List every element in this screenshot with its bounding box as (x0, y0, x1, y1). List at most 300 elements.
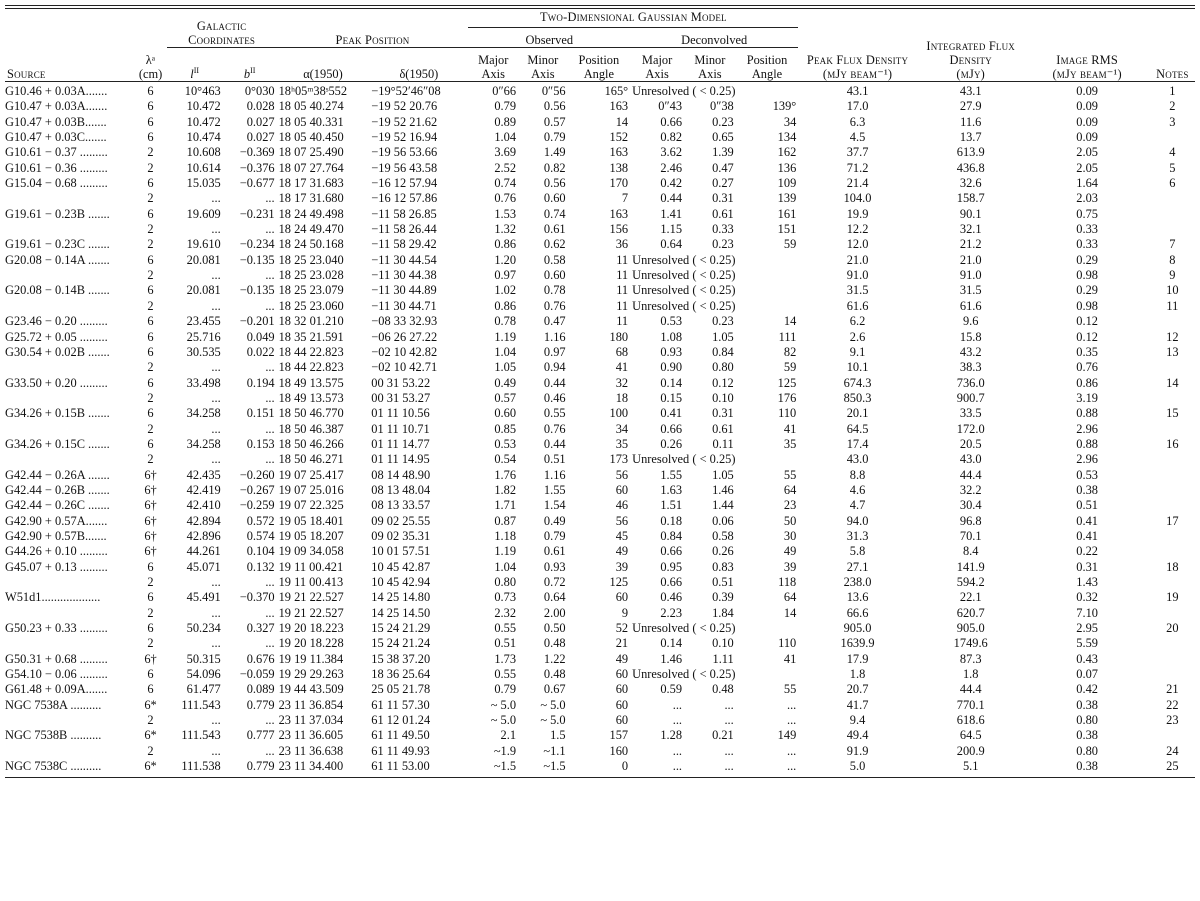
table-cell: 18 49 13.575 (278, 375, 344, 390)
table-cell: 1.04 (494, 559, 517, 574)
table-cell: 49.4 (846, 728, 869, 743)
table-cell: 12 (1166, 329, 1179, 344)
table-cell (1150, 529, 1195, 544)
table-cell (1150, 422, 1195, 437)
table-cell: 90.1 (959, 206, 982, 221)
table-cell: −06 26 27.22 (371, 329, 438, 344)
table-cell: 4.6 (849, 482, 866, 497)
table-row (5, 728, 1195, 743)
table-cell: ... (211, 605, 221, 620)
table-cell: 0.06 (712, 513, 734, 528)
table-row (5, 237, 1195, 252)
table-cell: 56 (615, 467, 629, 482)
table-cell: 0.50 (543, 621, 566, 636)
header-b: $b^{II}$ (243, 65, 256, 81)
table-cell: G10.47 + 0.03A....... (5, 99, 108, 114)
table-cell: 14 (1166, 375, 1179, 390)
table-cell: 18 (615, 390, 629, 405)
table-cell: 52 (615, 621, 629, 636)
table-cell: 0.80 (1076, 743, 1098, 758)
table-cell: 10.472 (186, 114, 221, 129)
table-row (5, 621, 1195, 636)
table-cell: 6* (144, 728, 157, 743)
table-cell: 96.8 (959, 513, 982, 528)
table-cell: 0.48 (543, 667, 566, 682)
table-cell: 2 (147, 605, 154, 620)
table-cell: 0.80 (712, 360, 734, 375)
header-peak-flux: Peak Flux Density (mJy beam⁻¹) (806, 53, 909, 81)
table-cell: −16 12 57.94 (371, 176, 438, 191)
table-cell: 18 36 25.64 (371, 667, 431, 682)
table-cell: 0.22 (1076, 544, 1098, 559)
table-cell: 1.20 (494, 252, 517, 267)
table-cell: 0.90 (660, 360, 683, 375)
table-cell: 0.61 (712, 421, 734, 436)
table-cell: 0.54 (494, 452, 517, 467)
table-cell: 0.44 (543, 375, 566, 390)
table-cell: 3 (1169, 114, 1176, 129)
table-cell: 34.258 (186, 406, 221, 421)
table-cell: 0.779 (246, 759, 275, 774)
table-cell: 2.1 (500, 728, 517, 743)
table-cell: 0.38 (1076, 728, 1098, 743)
table-cell: 45 (615, 528, 629, 543)
table-cell: 41 (783, 421, 797, 436)
table-row (5, 299, 1195, 314)
table-cell: 0.777 (246, 728, 275, 743)
table-cell: 0.38 (1076, 482, 1098, 497)
table-cell: ~1.5 (493, 759, 517, 774)
table-cell: 49 (783, 544, 797, 559)
table-cell: 0.15 (660, 390, 683, 405)
table-cell: 0.33 (712, 222, 734, 237)
table-cell: 25 05 21.78 (371, 682, 431, 697)
table-cell: 125 (777, 375, 797, 390)
table-cell: 7 (1169, 237, 1176, 252)
table-cell: 42.896 (186, 528, 221, 543)
table-cell: 0.44 (660, 191, 683, 206)
table-cell: 8.4 (962, 544, 979, 559)
table-cell: 6† (144, 482, 157, 497)
table-cell: 19 07 25.417 (278, 467, 344, 482)
table-cell: ... (265, 713, 275, 728)
table-cell: −0.267 (239, 482, 275, 497)
table-cell: 1.16 (543, 467, 566, 482)
table-cell: 0.09 (1076, 84, 1098, 98)
table-cell: 100 (609, 406, 629, 421)
table-cell: 0.42 (660, 176, 683, 191)
header-int-flux: Integrated Flux Density (mJy) (926, 39, 1016, 81)
table-cell: −11 30 44.71 (371, 298, 437, 313)
table-cell: 172.0 (956, 421, 985, 436)
table-cell: G34.26 + 0.15C ....... (5, 436, 110, 451)
table-cell: 0.79 (494, 682, 517, 697)
table-cell: 32.1 (959, 222, 982, 237)
table-cell: ... (265, 421, 275, 436)
header-dec-major: Major Axis (641, 53, 673, 81)
table-cell: 17.0 (846, 99, 869, 114)
table-cell: 1.19 (494, 544, 517, 559)
table-cell: 42.410 (186, 498, 221, 513)
table-cell: 33.498 (186, 375, 221, 390)
table-cell: 6 (147, 682, 154, 697)
table-cell: 23 11 36.638 (278, 743, 344, 758)
table-cell: 0.42 (1076, 682, 1098, 697)
header-obs-major: Major Axis (478, 53, 509, 81)
table-cell: 23 11 36.605 (278, 728, 344, 743)
table-cell: 18 44 22.823 (278, 360, 344, 375)
table-cell: ... (265, 636, 275, 651)
table-cell: 32 (615, 375, 629, 390)
table-cell: 43.0 (959, 452, 982, 467)
header-obs-pa: Position Angle (578, 53, 620, 81)
table-cell: 36 (615, 237, 629, 252)
table-cell: G54.10 − 0.06 ......... (5, 667, 108, 682)
table-cell: 32.2 (959, 482, 982, 497)
table-cell: 1 (1169, 84, 1176, 98)
table-cell: 10.474 (186, 130, 221, 145)
table-cell: 0.76 (494, 191, 517, 206)
table-cell: 0.09 (1076, 99, 1098, 114)
table-row (5, 667, 1195, 682)
table-cell: 134 (777, 130, 797, 145)
table-cell: 0.66 (660, 114, 683, 129)
table-cell: ... (265, 191, 275, 206)
table-cell: 0.194 (246, 375, 275, 390)
table-cell: 10 01 57.51 (371, 544, 431, 559)
table-cell: −16 12 57.86 (371, 191, 438, 206)
table-cell: 66.6 (846, 605, 869, 620)
table-cell: 6 (147, 436, 154, 451)
table-cell: 200.9 (956, 743, 985, 758)
table-cell: G42.44 − 0.26A ....... (5, 467, 110, 482)
table-cell: 0.574 (246, 528, 275, 543)
table-cell: 44.4 (959, 682, 982, 697)
table-cell: 10°463 (184, 84, 221, 98)
table-cell: 165° (604, 84, 629, 98)
table-cell: Unresolved ( < 0.25) (632, 621, 736, 636)
table-cell: 0.93 (660, 344, 683, 359)
table-cell: ... (265, 452, 275, 467)
table-cell: ... (211, 743, 221, 758)
table-cell: 176 (777, 390, 797, 405)
table-cell: 10.608 (186, 145, 221, 160)
table-cell: 0.78 (543, 283, 566, 298)
table-cell: 24 (1166, 743, 1179, 758)
table-cell (1150, 130, 1195, 145)
table-cell (1150, 498, 1195, 513)
table-cell: 17.4 (846, 436, 869, 451)
table-cell: 0.23 (712, 237, 734, 252)
table-cell: 3.62 (660, 145, 683, 160)
table-cell: 64 (783, 590, 797, 605)
table-cell: 2 (147, 421, 154, 436)
table-cell: 2 (147, 222, 154, 237)
table-cell: ... (265, 268, 275, 283)
table-cell: −0.370 (239, 590, 275, 605)
table-row (5, 652, 1195, 667)
table-cell: 5.59 (1076, 636, 1098, 651)
table-cell: 0.60 (543, 191, 566, 206)
table-cell: 0.59 (660, 682, 683, 697)
table-cell: −02 10 42.71 (371, 360, 438, 375)
table-row (5, 406, 1195, 421)
table-cell: 19 29 29.263 (278, 667, 344, 682)
table-cell: −0.201 (239, 314, 275, 329)
table-cell: 139° (772, 99, 797, 114)
table-cell: 23 (1166, 713, 1179, 728)
table-cell: 0.65 (712, 130, 734, 145)
table-cell: 1.82 (494, 482, 517, 497)
table-cell: 11 (1166, 298, 1179, 313)
table-cell: 110 (778, 636, 797, 651)
table-cell: 2 (147, 713, 154, 728)
table-cell: 10 45 42.94 (371, 575, 431, 589)
table-cell: G20.08 − 0.14A ....... (5, 252, 110, 267)
table-cell: 6 (147, 621, 154, 636)
table-cell: 139 (777, 191, 797, 206)
table-cell: 18 24 49.470 (278, 222, 344, 237)
table-cell: 2.23 (660, 605, 683, 620)
table-row (5, 590, 1195, 605)
header-source: Source (7, 67, 46, 81)
table-cell: 0.027 (246, 130, 275, 145)
table-cell: 0.09 (1076, 130, 1098, 145)
table-cell: 0.57 (543, 114, 566, 129)
table-cell: 19 44 43.509 (278, 682, 344, 697)
table-cell: 0.84 (712, 344, 734, 359)
table-cell: 59 (783, 237, 797, 252)
table-cell (1150, 391, 1195, 406)
table-cell: 1.53 (494, 206, 517, 221)
table-cell: 0.49 (494, 375, 517, 390)
table-cell: G10.61 − 0.37 ......... (5, 145, 108, 160)
table-cell: 1.28 (660, 728, 683, 743)
table-cell: 0.39 (712, 590, 734, 605)
table-cell: 13.6 (846, 590, 869, 605)
table-cell: 0.31 (712, 191, 734, 206)
table-cell: −0.376 (239, 160, 275, 175)
table-cell (5, 744, 134, 759)
table-cell: 0.10 (712, 390, 734, 405)
table-cell: 6 (147, 130, 154, 145)
table-cell: 19 05 18.401 (278, 513, 344, 528)
table-cell: 0.93 (543, 559, 566, 574)
table-cell: 27.9 (959, 99, 982, 114)
table-cell: 0.33 (1076, 222, 1098, 237)
table-cell: 9.4 (849, 713, 866, 728)
table-cell: ... (211, 360, 221, 375)
table-cell: 59 (783, 360, 797, 375)
table-cell: 15.035 (186, 176, 221, 191)
table-cell: 60 (615, 682, 629, 697)
table-cell: G20.08 − 0.14B ....... (5, 283, 110, 298)
table-cell: 1.05 (712, 467, 734, 482)
table-cell (5, 606, 134, 621)
table-cell: 173 (609, 452, 629, 467)
table-cell: 11 (616, 268, 629, 283)
table-cell: 5.0 (849, 759, 866, 774)
table-cell: 21.0 (846, 252, 869, 267)
table-cell: 8 (1169, 252, 1176, 267)
table-cell: 18 17 31.683 (278, 176, 344, 191)
table-cell (5, 713, 134, 728)
table-cell (1150, 575, 1195, 590)
table-cell: ... (211, 298, 221, 313)
table-row (5, 345, 1195, 360)
table-cell (5, 268, 134, 283)
table-cell: 0.572 (246, 513, 275, 528)
table-cell: 11 (616, 283, 629, 298)
table-cell: 60 (615, 697, 629, 712)
table-cell: 14 25 14.50 (371, 605, 431, 620)
table-cell: 21 (1166, 682, 1179, 697)
table-cell: 10 45 42.87 (371, 559, 431, 574)
table-cell: ... (265, 222, 275, 237)
table-cell: 0.98 (1076, 298, 1098, 313)
table-cell: 15.8 (959, 329, 982, 344)
table-cell: 2 (1169, 99, 1176, 114)
table-row (5, 130, 1195, 145)
table-cell: 6.3 (849, 114, 866, 129)
table-cell (1150, 483, 1195, 498)
table-cell: 9.1 (849, 344, 866, 359)
table-cell: 0.66 (660, 421, 683, 436)
table-cell: 39 (783, 559, 797, 574)
table-cell: 0.12 (1076, 314, 1098, 329)
header-delta: δ(1950) (399, 67, 439, 81)
table-cell: 01 11 14.77 (371, 436, 430, 451)
table-cell: 136 (777, 160, 797, 175)
table-cell: −0.259 (239, 498, 275, 513)
table-cell: 1.46 (660, 651, 683, 666)
table-cell: 0.66 (660, 575, 683, 589)
table-cell: 60 (615, 482, 629, 497)
table-cell: 0.82 (660, 130, 683, 145)
header-alpha: α(1950) (303, 67, 343, 81)
table-cell: 141.9 (956, 559, 985, 574)
table-cell: 18 24 50.168 (278, 237, 344, 252)
table-cell: 14 25 14.80 (371, 590, 431, 605)
table-cell: ~ 5.0 (540, 697, 566, 712)
table-cell: 18 49 13.573 (278, 390, 344, 405)
table-cell: 50 (783, 513, 797, 528)
table-cell: 19.609 (186, 206, 221, 221)
table-cell: 736.0 (956, 375, 985, 390)
table-cell: 0.18 (660, 513, 683, 528)
table-cell: 18 24 49.498 (278, 206, 344, 221)
table-cell: 12.2 (846, 222, 869, 237)
table-cell: 50.315 (186, 651, 221, 666)
table-cell: 14 (783, 314, 797, 329)
table-cell: 17 (1166, 513, 1179, 528)
table-cell: 19 11 00.413 (278, 575, 344, 589)
table-cell: ... (211, 222, 221, 237)
table-cell: 1.16 (543, 329, 566, 344)
table-cell: 0°030 (244, 84, 275, 98)
table-cell: 13.7 (959, 130, 982, 145)
table-cell (1150, 636, 1195, 651)
table-cell: 0.61 (543, 222, 566, 237)
table-cell (1150, 207, 1195, 222)
table-cell: 6† (144, 544, 157, 559)
table-row (5, 514, 1195, 529)
table-cell: −0.369 (239, 145, 275, 160)
table-cell: −11 30 44.38 (371, 268, 437, 283)
table-cell: ... (265, 575, 275, 589)
table-cell: 64.5 (846, 421, 869, 436)
table-cell: 2 (147, 160, 154, 175)
table-cell: 18ʰ05ᵐ38ˢ552 (278, 84, 348, 98)
table-cell: 00 31 53.22 (371, 375, 431, 390)
table-cell: 0.94 (543, 360, 566, 375)
table-cell: 32.6 (959, 176, 982, 191)
table-cell: 18 05 40.331 (278, 114, 344, 129)
table-cell: 0.23 (712, 314, 734, 329)
table-cell: 0.53 (660, 314, 683, 329)
table-cell: 61 11 57.30 (371, 697, 430, 712)
table-cell: 33.5 (959, 406, 982, 421)
table-cell: 18 17 31.680 (278, 191, 344, 206)
table-cell: G61.48 + 0.09A....... (5, 682, 108, 697)
table-cell: ... (211, 452, 221, 467)
table-cell: 0.51 (712, 575, 734, 589)
table-cell: 23.455 (186, 314, 221, 329)
table-cell: −11 30 44.54 (371, 252, 437, 267)
table-cell: 0.66 (660, 544, 683, 559)
table-cell: −08 33 32.93 (371, 314, 438, 329)
table-cell: 1.76 (494, 467, 517, 482)
table-cell: 1.15 (660, 222, 683, 237)
table-cell: G44.26 + 0.10 ......... (5, 544, 108, 559)
table-cell: 6 (147, 559, 154, 574)
table-cell: 2.96 (1076, 421, 1098, 436)
table-cell: ~1.9 (493, 743, 517, 758)
table-cell: 2 (147, 145, 154, 160)
table-cell: 8.8 (849, 467, 866, 482)
table-cell: ~ 5.0 (490, 713, 517, 728)
table-cell: G34.26 + 0.15B ....... (5, 406, 110, 421)
table-cell: 6† (144, 651, 157, 666)
table-cell: 70.1 (959, 528, 982, 543)
table-cell: −11 30 44.89 (371, 283, 437, 298)
table-cell: 674.3 (843, 375, 872, 390)
table-cell: 42.419 (186, 482, 221, 497)
table-cell: 1.02 (494, 283, 517, 298)
table-cell: −0.260 (239, 467, 275, 482)
table-cell: 170 (609, 176, 629, 191)
table-cell: 0.61 (543, 544, 566, 559)
table-cell: 109 (777, 176, 797, 191)
table-cell: 56 (615, 513, 629, 528)
table-cell: 0.028 (246, 99, 275, 114)
table-cell: ... (265, 605, 275, 620)
table-cell: G25.72 + 0.05 ......... (5, 329, 108, 344)
table-row (5, 698, 1195, 713)
table-cell: 149 (777, 728, 797, 743)
bottom-rule (5, 777, 1195, 778)
table-cell: 0.33 (1076, 237, 1098, 252)
table-cell: −19 52 21.62 (371, 114, 438, 129)
table-cell: −0.135 (239, 283, 275, 298)
table-cell: 31.5 (846, 283, 869, 298)
table-cell: 0″38 (710, 99, 734, 114)
table-cell: 2 (147, 191, 154, 206)
table-cell: ... (265, 360, 275, 375)
table-row (5, 330, 1195, 345)
table-cell: 6 (147, 344, 154, 359)
table-cell: 905.0 (843, 621, 872, 636)
